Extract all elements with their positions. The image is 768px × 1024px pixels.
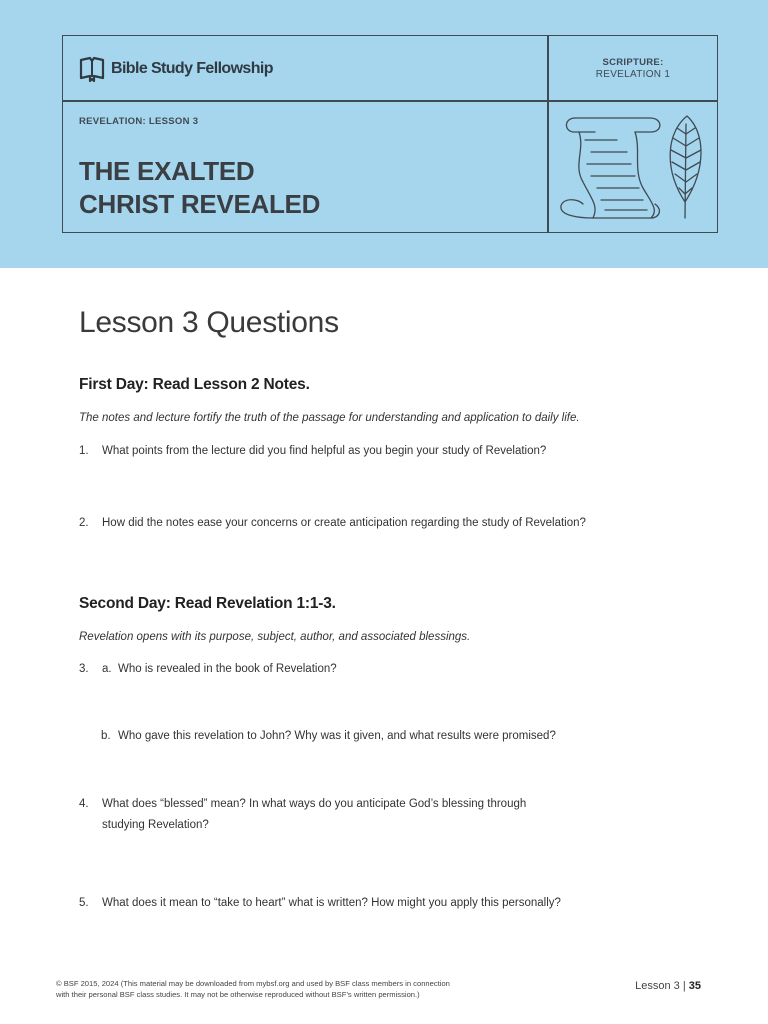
scripture-reference: REVELATION 1 xyxy=(595,69,671,80)
question-4-line-1: What does “blessed” mean? In what ways do you anticipate God’s blessing through xyxy=(102,798,527,810)
logo-text: Bible Study Fellowship xyxy=(111,60,273,77)
question-4-line-2: studying Revelation? xyxy=(102,819,209,831)
second-day-intro: Revelation opens with its purpose, subject, author, and associated blessings. xyxy=(79,631,471,643)
copyright-notice xyxy=(56,979,476,1000)
first-day-intro: The notes and lecture fortify the truth of the passage for understanding and application to daily life. xyxy=(79,412,580,424)
question-1-text: What points from the lecture did you find helpful as you begin your study of Revelation? xyxy=(102,445,547,457)
second-day-heading: Second Day: Read Revelation 1:1-3. xyxy=(79,595,336,612)
question-3a-text: Who is revealed in the book of Revelation? xyxy=(118,663,337,675)
page-title: Lesson 3 Questions xyxy=(79,306,339,339)
open-book-icon xyxy=(79,55,105,83)
lesson-title xyxy=(79,155,320,221)
lesson-label: REVELATION: LESSON 3 xyxy=(79,116,199,127)
question-2-text: How did the notes ease your concerns or create anticipation regarding the study of Revelation? xyxy=(102,517,586,529)
page-footer-number xyxy=(635,980,701,992)
question-3a-marker: a. xyxy=(102,663,112,675)
bsf-logo xyxy=(79,54,273,84)
page-number: 35 xyxy=(688,980,701,992)
question-number: 1. xyxy=(79,445,89,457)
copyright-line-2: with their personal BSF class studies. It may not be otherwise reproduced without BSF’s written permission.) xyxy=(56,989,420,999)
lesson-title-line-2: CHRIST REVEALED xyxy=(79,189,321,219)
copyright-line-1: © BSF 2015, 2024 (This material may be downloaded from mybsf.org and used by BSF class members in connection xyxy=(56,979,450,988)
question-number: 2. xyxy=(79,517,89,529)
question-number: 5. xyxy=(79,897,89,909)
question-3b-text: Who gave this revelation to John? Why was it given, and what results were promised? xyxy=(118,730,556,742)
question-number: 3. xyxy=(79,663,89,675)
scripture-label: SCRIPTURE: xyxy=(602,57,664,68)
scroll-and-quill-icon xyxy=(555,110,705,225)
scripture-box xyxy=(549,57,717,81)
footer-lesson-label: Lesson 3 | xyxy=(635,980,686,992)
question-3b-marker: b. xyxy=(101,730,111,742)
question-number: 4. xyxy=(79,798,89,810)
question-5-text: What does it mean to “take to heart” what is written? How might you apply this personally? xyxy=(102,897,561,909)
first-day-heading: First Day: Read Lesson 2 Notes. xyxy=(79,376,310,393)
header-divider-horizontal xyxy=(62,100,718,102)
question-4-text xyxy=(102,794,526,836)
lesson-title-line-1: THE EXALTED xyxy=(79,156,255,186)
